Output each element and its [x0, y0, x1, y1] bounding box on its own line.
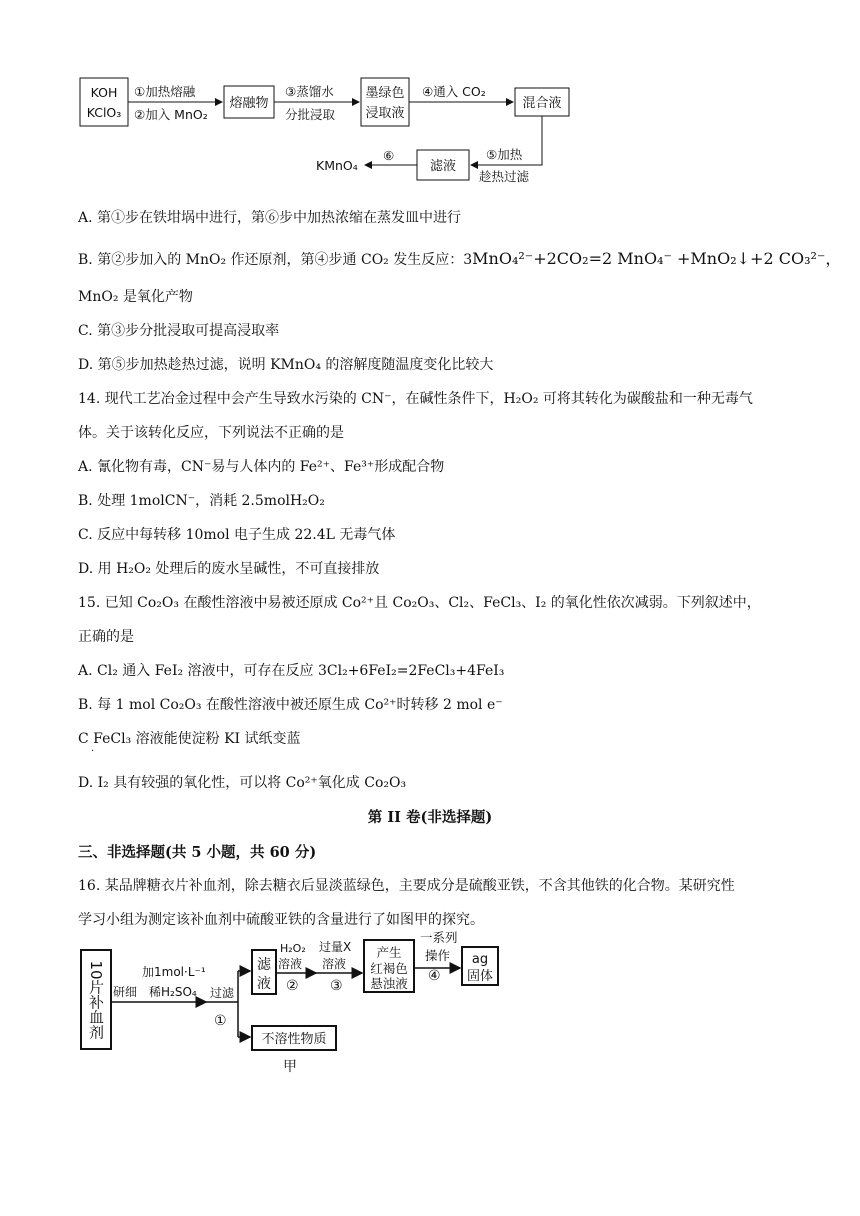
- q16-stem-line1: 16. 某品牌糖衣片补血剂，除去糖衣后显淡蓝绿色，主要成分是硫酸亚铁，不含其他铁的化合物。某研究性: [78, 878, 735, 894]
- q13-option-b: [78, 249, 841, 270]
- suspension-line1: 产生: [376, 945, 402, 960]
- solid-line1: ag: [471, 952, 489, 967]
- step3-line2: 分批浸取: [285, 107, 336, 122]
- melt-box-label: 熔融物: [229, 96, 269, 111]
- h2o2-line1: H₂O₂: [280, 942, 306, 955]
- green-box-line1: 墨绿色: [365, 86, 405, 101]
- sample-box-label: 10片补血剂: [87, 960, 105, 1040]
- step5-line2: 趁热过滤: [479, 169, 530, 184]
- mixture-box-label: 混合液: [522, 96, 562, 111]
- h2o2-line2: 溶液: [278, 957, 303, 971]
- acid-line1: 加1mol·L⁻¹: [142, 965, 206, 979]
- step4-label: ④通入 CO₂: [422, 84, 486, 99]
- q14-option-b: B. 处理 1molCN⁻，消耗 2.5molH₂O₂: [78, 493, 325, 509]
- q13-option-c: C. 第③步分批浸取可提高浸取率: [78, 323, 280, 339]
- start-box-line1: KOH: [90, 85, 118, 100]
- section-heading: 三、非选择题(共 5 小题，共 60 分): [78, 844, 317, 861]
- q14-stem-line2: 体。关于该转化反应，下列说法不正确的是: [78, 425, 344, 441]
- q16-stem-line2: 学习小组为测定该补血剂中硫酸亚铁的含量进行了如图甲的探究。: [78, 912, 484, 928]
- product-label: KMnO₄: [316, 158, 358, 173]
- series-line1: 一系列: [420, 930, 458, 945]
- q13-option-a: A. 第①步在铁坩埚中进行，第⑥步中加热浓缩在蒸发皿中进行: [78, 210, 462, 226]
- section-title: 第 II 卷(非选择题): [367, 809, 493, 826]
- excess-x-line2: 溶液: [322, 957, 347, 971]
- step2-circle: ②: [286, 978, 299, 994]
- series-line2: 操作: [425, 948, 451, 963]
- q14-stem-line1: 14. 现代工艺冶金过程中会产生导致水污染的 CN⁻，在碱性条件下，H₂O₂ 可将其转化为碳酸盐和一种无毒气: [78, 391, 753, 407]
- start-box-line2: KClO₃: [86, 105, 122, 120]
- filter-label: 过滤: [210, 986, 235, 1000]
- q14-option-d: D. 用 H₂O₂ 处理后的废水呈碱性，不可直接排放: [78, 561, 380, 577]
- solid-line2: 固体: [466, 969, 494, 984]
- step3-line1: ③蒸馏水: [285, 84, 334, 99]
- step12-line2: ②加入 MnO₂: [134, 107, 208, 122]
- step6-label: ⑥: [383, 148, 395, 163]
- iron-supplement-flowchart: [0, 930, 860, 1080]
- acid-line2: 稀H₂SO₄: [149, 985, 197, 999]
- grind-label: 研细: [113, 985, 138, 999]
- q13-option-b-equation: MnO₄²⁻+2CO₂=2 MnO₄⁻ +MnO₂↓+2 CO₃²⁻，: [472, 249, 842, 268]
- suspension-line3: 悬浊液: [370, 976, 408, 991]
- q13-option-d: D. 第⑤步加热趁热过滤，说明 KMnO₄ 的溶解度随温度变化比较大: [78, 357, 494, 373]
- q15-stem-line2: 正确的是: [78, 629, 134, 645]
- q14-option-a: A. 氰化物有毒，CN⁻易与人体内的 Fe²⁺、Fe³⁺形成配合物: [78, 459, 445, 475]
- q15-option-c: C FeCl₃ 溶液能使淀粉 KI 试纸变蓝: [78, 731, 301, 747]
- q13-option-b-line2: MnO₂ 是氧化产物: [78, 289, 193, 305]
- q15-option-b: B. 每 1 mol Co₂O₃ 在酸性溶液中被还原生成 Co²⁺时转移 2 mol e⁻: [78, 697, 503, 713]
- excess-x-line1: 过量X: [319, 940, 352, 954]
- q15-option-a: A. Cl₂ 通入 FeI₂ 溶液中，可存在反应 3Cl₂+6FeI₂=2FeCl₃+4FeI₃: [78, 663, 505, 679]
- step4-circle: ④: [428, 968, 441, 984]
- step5-line1: ⑤加热: [486, 147, 523, 162]
- filtrate-box-label: 滤液: [429, 159, 457, 174]
- step1-circle: ①: [214, 1013, 227, 1029]
- figure-caption: 甲: [283, 1059, 297, 1075]
- q13-option-b-text: B. 第②步加入的 MnO₂ 作还原剂，第④步通 CO₂ 发生反应：3: [78, 252, 473, 268]
- step3-circle: ③: [330, 978, 343, 994]
- green-box-line2: 浸取液: [365, 106, 405, 121]
- q15-stem-line1: 15. 已知 Co₂O₃ 在酸性溶液中易被还原成 Co²⁺且 Co₂O₃、Cl₂、FeCl₃、I₂ 的氧化性依次减弱。下列叙述中，: [78, 595, 761, 611]
- filtrate2-line1: 滤: [257, 957, 271, 973]
- suspension-line2: 红褐色: [370, 961, 408, 976]
- kmno4-flowchart: [0, 0, 860, 190]
- step12-line1: ①加热熔融: [134, 84, 196, 99]
- q14-option-c: C. 反应中每转移 10mol 电子生成 22.4L 无毒气体: [78, 527, 396, 543]
- filtrate2-line2: 液: [257, 976, 271, 992]
- stray-dot: ·: [91, 746, 95, 757]
- q15-option-d: D. I₂ 具有较强的氧化性，可以将 Co²⁺氧化成 Co₂O₃: [78, 775, 407, 791]
- insoluble-label: 不溶性物质: [261, 1032, 327, 1047]
